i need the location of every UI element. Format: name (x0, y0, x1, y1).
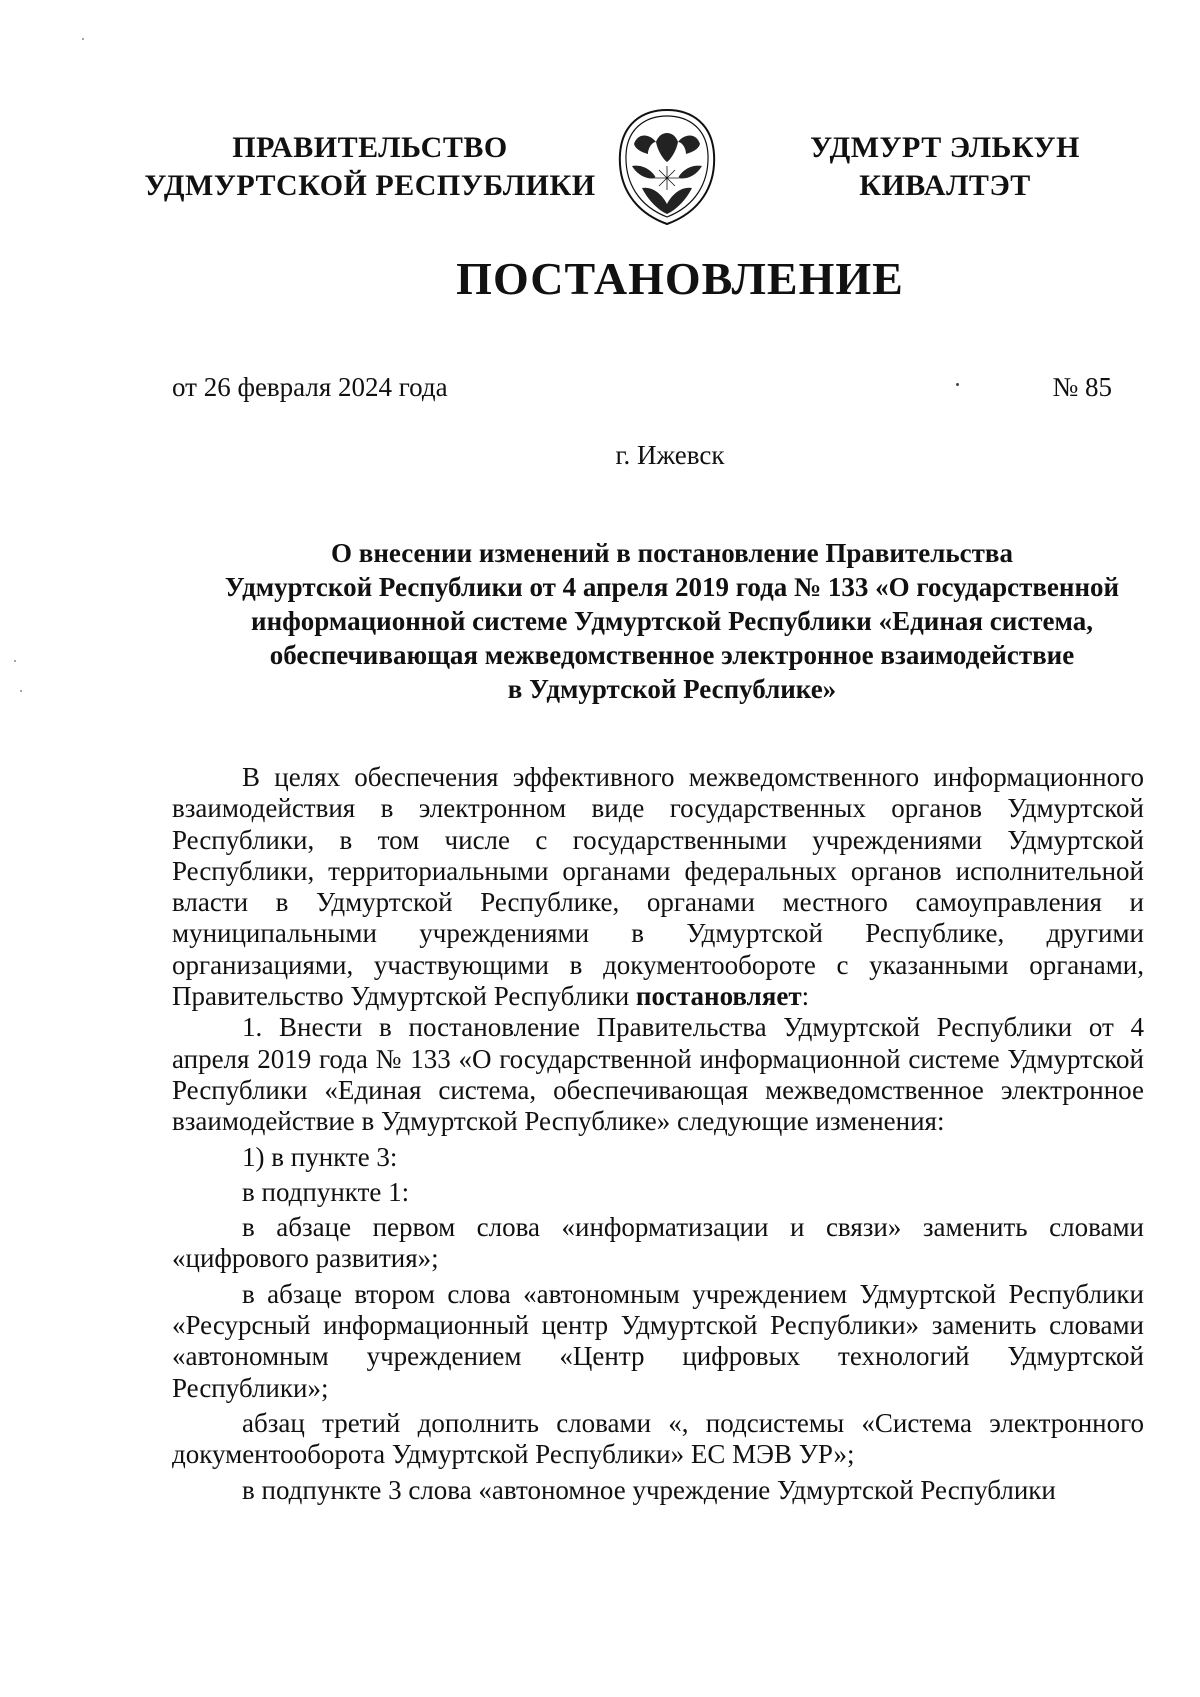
issuer-line: ПРАВИТЕЛЬСТВО (232, 131, 508, 164)
scan-speck (14, 660, 16, 662)
issuer-line: УДМУРТ ЭЛЬКУН (810, 131, 1080, 164)
document-heading (172, 536, 1172, 706)
heading-line: обеспечивающая межведомственное электронное взаимодействие (269, 640, 1075, 670)
heading-line: Удмуртской Республики от 4 апреля 2019 года № 133 «О государственной (224, 572, 1120, 602)
document-date: от 26 февраля 2024 года (172, 372, 448, 402)
paragraph-subpoint-3: в подпункте 3 слова «автономное учреждение Удмуртской Республики (242, 1474, 1056, 1505)
document-type-title: ПОСТАНОВЛЕНИЕ (456, 253, 904, 304)
heading-line: О внесении изменений в постановление Правительства (331, 538, 1013, 568)
paragraph-amendment-third: абзац третий дополнить словами «, подсистемы «Система электронного документооборота Удмуртской Республики» ЕС МЭВ УР»; (172, 1407, 1144, 1470)
resolution-keyword: постановляет (635, 981, 802, 1012)
preamble-paragraph (172, 762, 1144, 1012)
issuer-name-udmurt (790, 129, 1100, 205)
document-city: г. Ижевск (615, 440, 725, 470)
udmurtia-coat-of-arms-icon (612, 104, 722, 228)
subitem-1-paragraph: 1) в пункте 3: (242, 1141, 398, 1172)
issuer-line: УДМУРТСКОЙ РЕСПУБЛИКИ (144, 169, 596, 202)
issuer-line: КИВАЛТЭТ (859, 169, 1031, 202)
scan-speck (20, 690, 22, 692)
subpoint-1-paragraph: в подпункте 1: (242, 1176, 410, 1207)
document-number: № 85 (1052, 372, 1112, 402)
scan-speck (956, 383, 959, 386)
paragraph-amendment-second: в абзаце втором слова «автономным учреждением Удмуртской Республики «Ресурсный информационный центр Удмуртской Республики» заменить словами «автономным учреждением «Центр цифровых технологий Удмуртской Республики»; (172, 1278, 1144, 1403)
preamble-colon: : (801, 981, 810, 1012)
paragraph-amendment-first: в абзаце первом слова «информатизации и связи» заменить словами «цифрового развития»; (172, 1212, 1144, 1274)
preamble-text: В целях обеспечения эффективного межведомственного информационного взаимодействия в электронном виде государственных органов Удмуртской Республики, в том числе с государственными учреждениями Удмуртской Республики, территориальными органами федеральных органов исполнительной власти в Удмуртской Республике, органами местного самоуправления и муниципальными учреждениями в Удмуртской Республике, другими организациями, участвующими в документообороте с указанными органами, Правительство Удмуртской Республики (172, 762, 1144, 1012)
document-body (172, 762, 1144, 1506)
item-1-paragraph: 1. Внести в постановление Правительства Удмуртской Республики от 4 апреля 2019 года № 133 «О государственной информационной системе Удмуртской Республики «Единая система, обеспечивающая межведомственное электронное взаимодействие в Удмуртской Республике» следующие изменения: (172, 1012, 1144, 1137)
heading-line: в Удмуртской Республике» (507, 674, 837, 704)
heading-line: информационной системе Удмуртской Республики «Единая система, (251, 606, 1093, 636)
scan-speck (82, 38, 84, 40)
issuer-name-russian (140, 129, 600, 205)
